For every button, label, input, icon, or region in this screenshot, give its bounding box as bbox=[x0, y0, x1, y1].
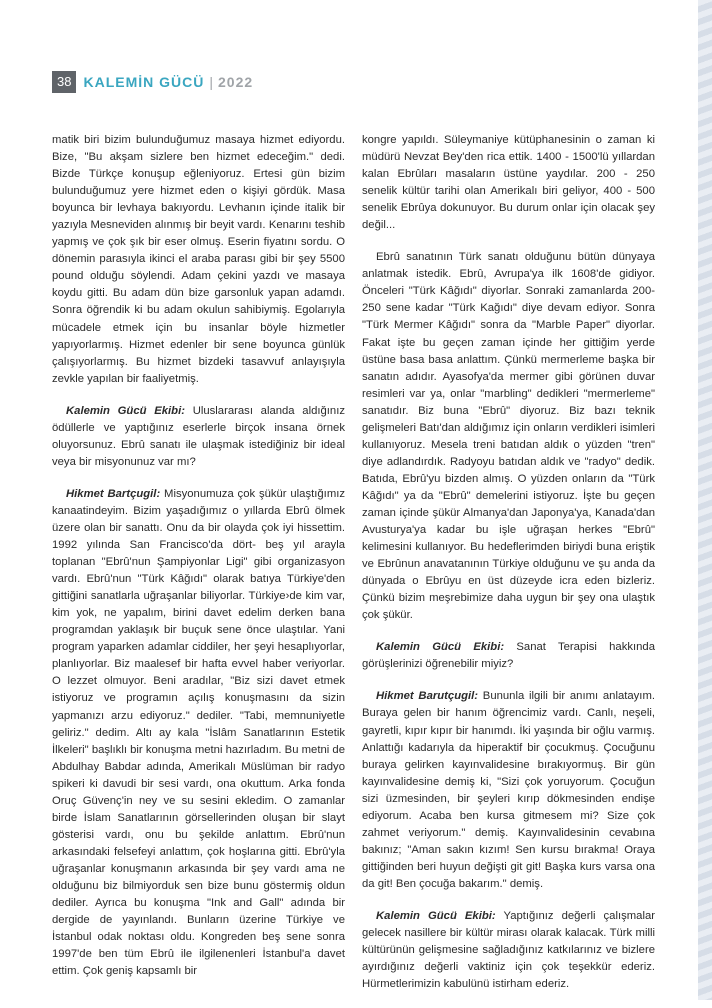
left-column bbox=[52, 132, 345, 995]
speaker-label: Hikmet Barutçugil: bbox=[376, 690, 479, 703]
paragraph-text: matik biri bizim bulunduğumuz masaya hizmet ediyordu. Bize, "Bu akşam sizlere ben hizmet edeceğim." dedi. Bizde Türkçe konuşup eğleniyoruz. Ertesi gün bizim bulunduğumuz yere hizmet eden o kişiyi gördük. Masa boyunca bir levhaya bakıyordu. Levhanın içinde italik bir yazıyla Mesneviden alınmış bir beyit vardı. Kenarını teshib yapmış ve çok şık bir eser olmuş. Eserin fiyatını sordu. O dönemin parasıyla ikinci el araba parası gibi bir şey 5500 pound olduğu söylendi. Adam çekini yazdı ve masaya koydu gitti. Bu adam dün bize garsonluk yapan adamdı. Sonra öğrendik ki bu adam okulun sahibiymiş. Egolarıyla mücadele etmek için bu insanlar böyle hizmetler yapıyorlarmış. Hizmet edenler bir sene boyunca günlük çalışıyorlarmış. Bu hizmet bizdeki tasavvuf anlayışıyla zevkle yapılan bir faaliyetmiş. bbox=[52, 134, 345, 385]
paragraph bbox=[362, 688, 655, 893]
paragraph-text: Sanat Terapisi hakkında görüşlerinizi öğrenebilir miyiz? bbox=[362, 641, 655, 671]
paragraph bbox=[52, 132, 345, 388]
speaker-label: Kalemin Gücü Ekibi: bbox=[376, 641, 505, 654]
paragraph-text: Ebrû sanatının Türk sanatı olduğunu bütün dünyaya anlatmak istedik. Ebrû, Avrupa'ya ilk 1608'de gidiyor. Önceleri "Türk Kâğıdı" diyorlar. Sonraki zamanlarda 200-250 sene kadar "Türk Kağıdı" diye devam ediyor. Sonra "Türk Mermer Kâğıdı" sonra da "Marble Paper" diyorlar. Fakat işte bu geçen zaman içinde her gittiğim yerde üstüne basa basa anlattım. Çünkü mermerleme başka bir sanatın adıdır. Ayasofya'da mermer gibi görünen duvar resimleri var ya, onlar "marbling" dedikleri "mermerleme" sanatıdır. Biz buna "Ebrû" diyoruz. Biz bazı teknik gelişmeleri Batı'dan aldığımız için onların verdikleri isimleri kullanıyoruz. Mesela treni batıdan aldık o yüzden "tren" diye adlandırdık. Radyoyu batıdan aldık ve "radyo" dedik. Batıda, Ebrû'yu bizden almış. O yüzden onların da "Türk Kâğıdı" ya da "Ebrû" demelerini istiyoruz. İşte bu geçen zaman içinde şükür Almanya'dan Japonya'ya, Kanada'dan Avusturya'ya kadar bu işle uğraşan herkes "Ebrû" kelimesini kullanıyor. Bu hedeflerimden biriydi buna eriştik ve Ebrûnun anavatanının Türkiye olduğunu ve şu anda da dünyada o Ebrûyu en üst düzeyde icra eden bizleriz. Çünkü bizim meşrebimize daha uygun bir şey ona ulaştık çok şükür. bbox=[362, 251, 655, 622]
paragraph bbox=[362, 132, 655, 234]
speaker-label: Kalemin Gücü Ekibi: bbox=[376, 909, 496, 922]
paragraph bbox=[52, 403, 345, 471]
page-number: 38 bbox=[52, 71, 76, 93]
paragraph-text: Misyonumuza çok şükür ulaştığımız kanaatindeyim. Bizim yaşadığımız o yıllarda Ebrû ölmek üzere olan bir sanattı. Onu da bir olayda çok iyi hissettim. 1992 yılında San Francisco'da dört- beş yıl arayla toplanan "Ebrû'nun Şampiyonlar Ligi" gibi organizasyon vardı. Ebrû'nun "Türk Kâğıdı" olarak batıya Türkiye'den gittiğini sanatlarla uğraşanlar biliyorlar. Türkiye›de kim var, kim yok, ne yapalım, birini davet edelim derken bana programdan yaklaşık bir buçuk sene önce ulaştılar. Yani program yaparken adamlar ciddiler, her şeyi hesaplıyorlar, planlıyorlar. Biz maalesef bir hafta evvel haber veriyorlar. O lezzet olmuyor. Beni aradılar, "Biz sizi davet etmek istiyoruz ve programın açılış konuşmasını da sizin yapmanızı arzu ediyoruz." dediler. "Tabi, memnuniyetle geliriz." dedim. Altı ay kala "İslâm Sanatlarının Estetik İlkeleri" başlıklı bir konuşma metni hazırladım. Bu metni de Abdulhay Babdar adında, Amerikalı Müslüman bir radyo spikeri ki davudi bir sesi vardı, ona okuttum. Arka fonda Oruç Güvenç'in ney ve su sesini ekledim. O zamanlar birde İslam Sanatlarının görsellerinden oluşan bir slayt gösterisi vardı, onu bu şekilde anlattım. Ebrû'nun arkasındaki felsefeyi anlattım, çok hoşlarına gitti. Ebrû'yla uğraşanlar konuşmanın arkasında bir şey vardı ama ne olduğunu biz bilmiyorduk sen bize bunu göstermiş oldun dediler. Ayrıca bu konuşma "Ink and Gall" adında bir dergide de yayınlandı. Bunların üzerine Türkiye ve İstanbul odak noktası oldu. Kongreden beş sene sonra 1997'de ben tüm Ebrû ile ilgilenenleri İstanbul'a davet ettim. Çok geniş kapsamlı bir bbox=[52, 487, 346, 978]
magazine-title: KALEMİN GÜCÜ bbox=[83, 74, 205, 90]
paragraph bbox=[52, 486, 345, 980]
paragraph-text: Uluslararası alanda aldığınız ödüllerle ve yaptığınız eserlerle birçok insana örnek oluyorsunuz. Ebrû sanatı ile ulaşmak istediğiniz bir ideal veya bir misyonunuz var mı? bbox=[52, 404, 345, 468]
paragraph bbox=[362, 639, 655, 673]
right-column bbox=[362, 132, 655, 1008]
page-edge-decoration bbox=[698, 0, 712, 1000]
magazine-year: 2022 bbox=[218, 74, 254, 90]
paragraph-text: Yaptığınız değerli çalışmalar gelecek nasillere bir kültür mirası olarak kalacak. Türk milli kültürünün gelişmesine sağladığınız katkılarınız ve bizlere ayırdığınız değerli vaktiniz için çok teşekkür ederiz. Hürmetlerimizin kabulünü istirham ederiz. bbox=[362, 909, 655, 991]
paragraph-text: Bununla ilgili bir anımı anlatayım. Buraya gelen bir hanım öğrencimiz vardı. Canlı, neşeli, gayretli, kıpır kıpır bir hanımdı. İki yaşında bir oğlu varmış. Anlattığı kadarıyla da hiperaktif bir çocukmuş. Çocuğunu buraya gelirken kayınvalidesine bırakıyormuş. Bir gün kayınvalidesine demiş ki, "Sizi çok yoruyorum. Çocuğun sizi üzmesinden, bir şeyleri kırıp dökmesinden endişe ediyorum. Acaba ben kursa gitmesem mi? Size çok zahmet veriyorum." demiş. Kayınvalidesinin cevabına bakınız; "Aman sakın kızım! Sen kursu bırakma! Oraya gittiğinden beri huyun değişti git git! Başka kurs varsa ona da git! Ben çocuğa bakarım." demiş. bbox=[362, 690, 655, 890]
speaker-label: Kalemin Gücü Ekibi: bbox=[66, 404, 185, 417]
paragraph bbox=[362, 249, 655, 624]
paragraph-text: kongre yapıldı. Süleymaniye kütüphanesinin o zaman ki müdürü Nevzat Bey'den rica ettik. 1400 - 1500'lü yıllardan kalan Ebrûları masaların üstüne yaydılar. 200 - 250 senelik kültür tarihi olan Amerikalı biri geliyor, 400 - 500 senelik Ebrûya dokunuyor. Bu durum onlar için olacak şey değil... bbox=[362, 134, 655, 232]
paragraph bbox=[362, 908, 655, 993]
page-header bbox=[52, 70, 253, 94]
header-separator: | bbox=[209, 74, 213, 90]
speaker-label: Hikmet Bartçugil: bbox=[66, 487, 161, 500]
